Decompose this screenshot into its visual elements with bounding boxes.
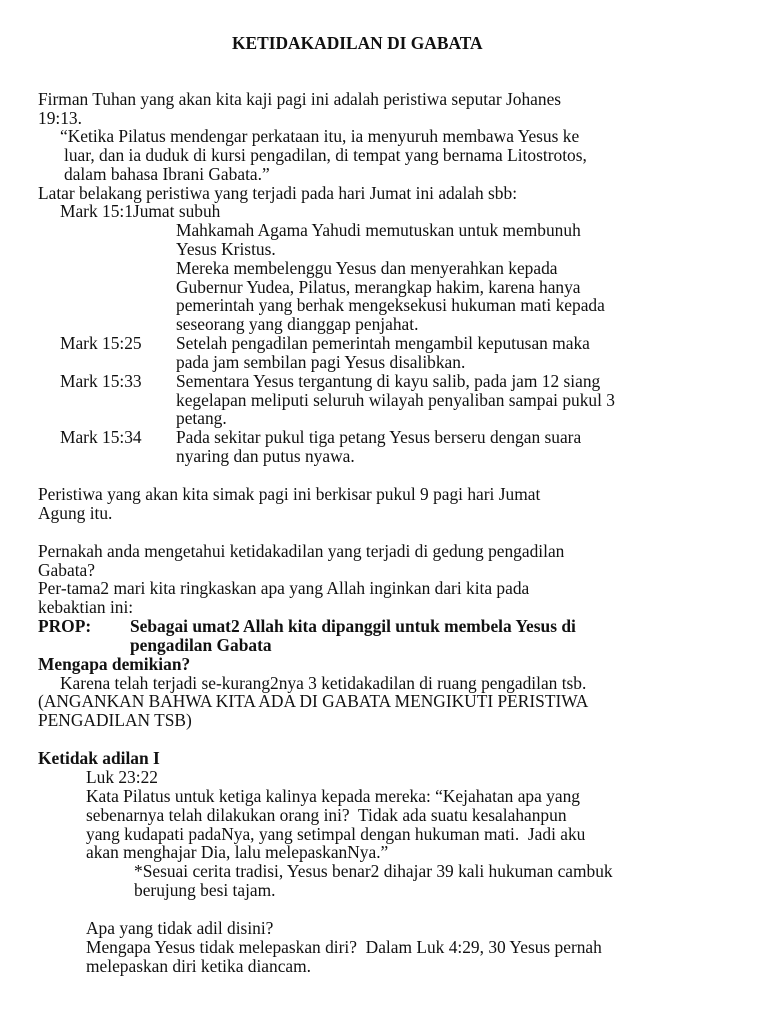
event-text: seseorang yang dianggap penjahat.: [176, 314, 419, 334]
quote-line: “Ketika Pilatus mendengar perkataan itu, ia menyuruh membawa Yesus ke: [60, 126, 580, 146]
paragraph-line: Pernakah anda mengetahui ketidakadilan yang terjadi di gedung pengadilan: [38, 541, 565, 561]
paragraph-line: kebaktian ini:: [38, 597, 134, 617]
event-text: Setelah pengadilan pemerintah mengambil keputusan maka: [176, 333, 590, 353]
question-line: melepaskan diri ketika diancam.: [86, 956, 312, 976]
note-line: *Sesuai cerita tradisi, Yesus benar2 dihajar 39 kali hukuman cambuk: [134, 861, 613, 881]
event-text: Gubernur Yudea, Pilatus, merangkap hakim, karena hanya: [176, 277, 581, 297]
question-line: Mengapa Yesus tidak melepaskan diri? Dalam Luk 4:29, 30 Yesus pernah: [86, 937, 602, 957]
section-heading: Ketidak adilan I: [38, 748, 160, 768]
quote-line: sebenarnya telah dilakukan orang ini? Tidak ada suatu kesalahanpun: [86, 805, 567, 825]
paragraph-line: PENGADILAN TSB): [38, 710, 192, 730]
quote-line: akan menghajar Dia, lalu melepaskanNya.”: [86, 842, 389, 862]
intro-line: 19:13.: [38, 108, 82, 128]
question-line: Apa yang tidak adil disini?: [86, 918, 274, 938]
quote-line: dalam bahasa Ibrani Gabata.”: [64, 164, 270, 184]
prop-label: PROP:: [38, 616, 92, 636]
prop-text: Sebagai umat2 Allah kita dipanggil untuk membela Yesus di: [130, 616, 576, 636]
event-ref: Mark 15:33: [60, 371, 142, 391]
event-text: Pada sekitar pukul tiga petang Yesus berseru dengan suara: [176, 427, 582, 447]
document-title: KETIDAKADILAN DI GABATA: [232, 33, 483, 53]
event-text: pemerintah yang berhak mengeksekusi hukuman mati kepada: [176, 295, 605, 315]
quote-line: luar, dan ia duduk di kursi pengadilan, di tempat yang bernama Litostrotos,: [64, 145, 587, 165]
background-line: Latar belakang peristiwa yang terjadi pada hari Jumat ini adalah sbb:: [38, 183, 518, 203]
event-text: petang.: [176, 408, 227, 428]
event-ref: Mark 15:34: [60, 427, 142, 447]
paragraph-line: Gabata?: [38, 560, 95, 580]
paragraph-line: Peristiwa yang akan kita simak pagi ini berkisar pukul 9 pagi hari Jumat: [38, 484, 541, 504]
event-ref: Mark 15:25: [60, 333, 142, 353]
event-text: Yesus Kristus.: [176, 239, 276, 259]
note-line: berujung besi tajam.: [134, 880, 276, 900]
paragraph-line: Per-tama2 mari kita ringkaskan apa yang Allah inginkan dari kita pada: [38, 578, 530, 598]
event-text: kegelapan meliputi seluruh wilayah penyaliban sampai pukul 3: [176, 390, 615, 410]
quote-line: yang kudapati padaNya, yang setimpal dengan hukuman mati. Jadi aku: [86, 824, 586, 844]
paragraph-line: Agung itu.: [38, 503, 113, 523]
prop-text: pengadilan Gabata: [130, 635, 272, 655]
event-ref: Mark 15:1Jumat subuh: [60, 201, 221, 221]
intro-line: Firman Tuhan yang akan kita kaji pagi ini adalah peristiwa seputar Johanes: [38, 89, 562, 109]
event-text: Mahkamah Agama Yahudi memutuskan untuk membunuh: [176, 220, 581, 240]
section-heading: Mengapa demikian?: [38, 654, 191, 674]
paragraph-line: (ANGANKAN BAHWA KITA ADA DI GABATA MENGIKUTI PERISTIWA: [38, 691, 589, 711]
event-text: Mereka membelenggu Yesus dan menyerahkan kepada: [176, 258, 558, 278]
event-text: pada jam sembilan pagi Yesus disalibkan.: [176, 352, 466, 372]
quote-line: Kata Pilatus untuk ketiga kalinya kepada mereka: “Kejahatan apa yang: [86, 786, 580, 806]
event-text: Sementara Yesus tergantung di kayu salib, pada jam 12 siang: [176, 371, 601, 391]
event-text: nyaring dan putus nyawa.: [176, 446, 355, 466]
scripture-ref: Luk 23:22: [86, 767, 158, 787]
paragraph-line: Karena telah terjadi se-kurang2nya 3 ketidakadilan di ruang pengadilan tsb.: [60, 673, 587, 693]
